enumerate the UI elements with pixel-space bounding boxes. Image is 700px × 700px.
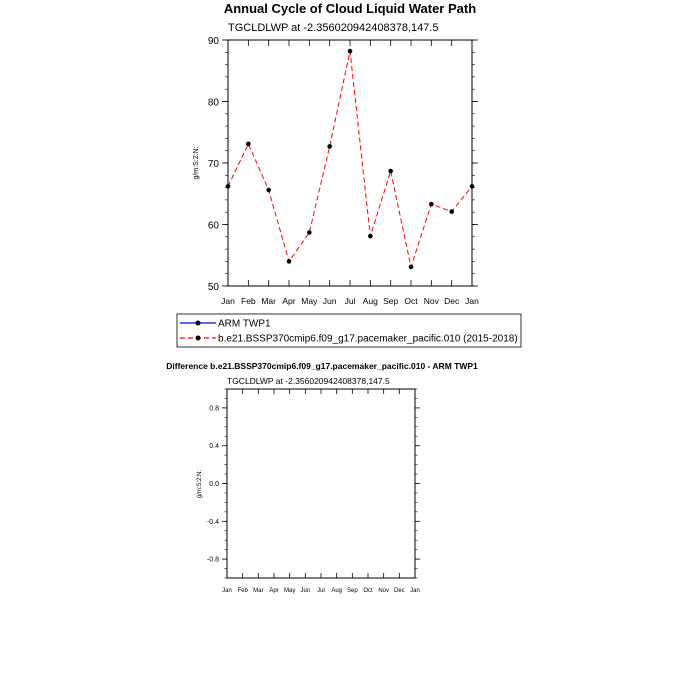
x-tick-label: Oct xyxy=(363,588,373,594)
top-chart xyxy=(193,22,479,306)
data-point xyxy=(307,230,312,235)
x-tick-label: Apr xyxy=(282,296,296,306)
data-point xyxy=(368,234,373,239)
x-tick-label: Apr xyxy=(269,588,279,594)
diff-plot-frame xyxy=(227,389,415,578)
x-tick-label: Aug xyxy=(362,296,378,306)
top-chart-subtitle: TGCLDLWP at -2.356020942408378,147.5 xyxy=(228,22,439,34)
x-tick-label: Feb xyxy=(241,296,256,306)
x-tick-label: Oct xyxy=(404,296,418,306)
x-tick-label: Jul xyxy=(317,588,325,594)
data-point xyxy=(226,184,231,189)
y-tick-label: 0.0 xyxy=(209,481,219,488)
diff-chart-ylabel: g/m:S:2:N: xyxy=(197,469,203,499)
x-tick-label: Feb xyxy=(237,588,248,594)
x-tick-label: Nov xyxy=(378,588,390,594)
data-point xyxy=(388,169,393,174)
diff-chart xyxy=(166,361,478,594)
x-tick-label: Nov xyxy=(423,296,439,306)
x-tick-label: Jun xyxy=(300,588,311,594)
y-tick-label: -0.8 xyxy=(206,556,219,564)
legend xyxy=(177,314,521,347)
y-tick-label: 0.4 xyxy=(209,443,219,451)
y-tick-label: 50 xyxy=(207,282,219,293)
x-tick-label: Mar xyxy=(253,588,264,594)
data-point xyxy=(470,184,475,189)
top-series-points xyxy=(226,49,475,269)
x-tick-label: Mar xyxy=(261,296,276,306)
y-tick-label: 0.8 xyxy=(209,405,219,413)
y-tick-label: 80 xyxy=(207,97,219,109)
x-tick-label: Dec xyxy=(393,588,405,594)
data-point xyxy=(327,144,332,149)
diff-axes xyxy=(207,389,420,594)
data-point xyxy=(287,259,292,264)
x-tick-label: Jan xyxy=(221,296,235,306)
y-tick-label: 90 xyxy=(207,36,219,47)
y-tick-label: -0.4 xyxy=(206,518,219,526)
y-tick-label: 60 xyxy=(207,220,219,232)
data-point xyxy=(429,202,434,207)
top-chart-ylabel: g/m:S:2:N: xyxy=(193,146,200,180)
x-tick-label: Jan xyxy=(465,296,479,306)
x-tick-label: Sep xyxy=(346,588,358,594)
diff-title: Difference b.e21.BSSP370cmip6.f09_g17.pacemaker_pacific.010 - ARM TWP1 xyxy=(166,361,478,371)
x-tick-label: Dec xyxy=(444,296,460,306)
x-tick-label: May xyxy=(301,296,318,306)
top-plot-frame xyxy=(228,40,472,286)
legend-label-obs: ARM TWP1 xyxy=(218,318,271,330)
x-tick-label: Jan xyxy=(410,588,420,594)
main-title: Annual Cycle of Cloud Liquid Water Path xyxy=(223,1,477,16)
data-point xyxy=(348,49,353,54)
x-tick-label: Jun xyxy=(322,296,337,306)
data-point xyxy=(266,188,271,193)
x-tick-label: Jul xyxy=(344,296,356,306)
data-point xyxy=(246,142,251,147)
legend-marker-obs xyxy=(196,321,201,326)
x-tick-label: Aug xyxy=(331,588,343,594)
data-point xyxy=(409,265,414,270)
x-tick-label: Jan xyxy=(222,588,232,594)
legend-marker-model xyxy=(196,336,201,341)
top-series-lines xyxy=(228,51,472,267)
diff-chart-subtitle: TGCLDLWP at -2.356020942408378,147.5 xyxy=(227,376,390,386)
y-tick-label: 70 xyxy=(207,159,219,170)
series-line-1 xyxy=(228,51,472,267)
x-tick-label: May xyxy=(283,588,296,594)
legend-label-model: b.e21.BSSP370cmip6.f09_g17.pacemaker_pacific.010 (2015-2018) xyxy=(218,333,518,345)
top-axes xyxy=(208,36,479,306)
x-tick-label: Sep xyxy=(383,296,399,306)
data-point xyxy=(449,209,454,214)
